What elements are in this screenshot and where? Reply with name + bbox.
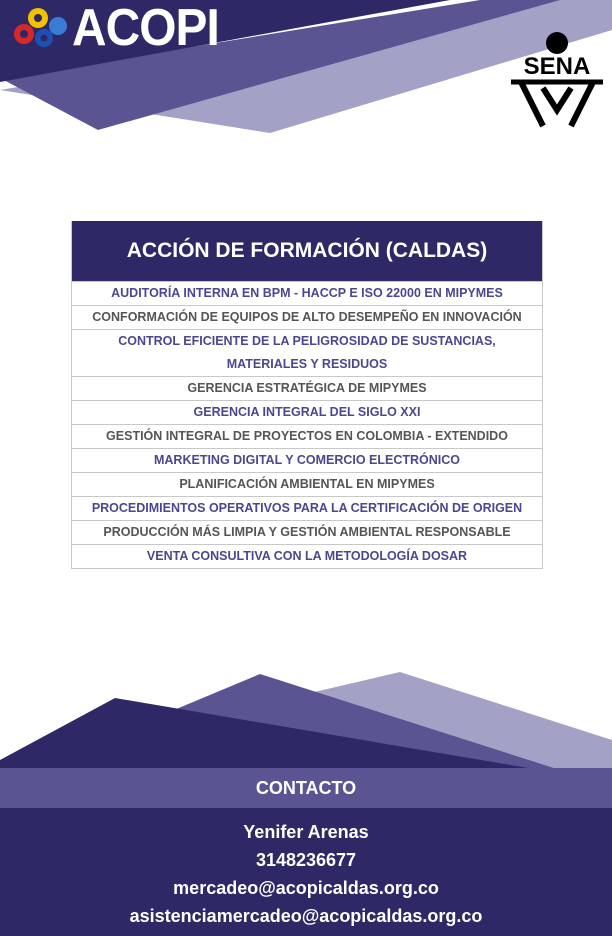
contact-name: Yenifer Arenas <box>243 822 369 842</box>
training-courses-table <box>71 221 543 569</box>
contact-phone: 3148236677 <box>255 850 357 870</box>
table-row: GESTIÓN INTEGRAL DE PROYECTOS EN COLOMBIA - EXTENDIDO <box>72 424 542 448</box>
sena-logo <box>507 30 607 130</box>
acopi-brand-name: ACOPI <box>72 0 219 57</box>
table-title: ACCIÓN DE FORMACIÓN (CALDAS) <box>72 221 542 281</box>
table-row: AUDITORÍA INTERNA EN BPM - HACCP E ISO 22000 EN MIPYMES <box>72 281 542 305</box>
contact-email[interactable]: mercadeo@acopicaldas.org.co <box>173 878 439 898</box>
table-row: PROCEDIMIENTOS OPERATIVOS PARA LA CERTIFICACIÓN DE ORIGEN <box>72 496 542 520</box>
table-row: GERENCIA ESTRATÉGICA DE MIPYMES <box>72 376 542 400</box>
table-row: CONTROL EFICIENTE DE LA PELIGROSIDAD DE SUSTANCIAS, MATERIALES Y RESIDUOS <box>72 329 542 376</box>
table-row: PLANIFICACIÓN AMBIENTAL EN MIPYMES <box>72 472 542 496</box>
table-row: VENTA CONSULTIVA CON LA METODOLOGÍA DOSAR <box>72 544 542 568</box>
acopi-gear-logo-icon <box>8 4 72 54</box>
contact-info <box>0 818 612 930</box>
table-row: GERENCIA INTEGRAL DEL SIGLO XXI <box>72 400 542 424</box>
table-row: MARKETING DIGITAL Y COMERCIO ELECTRÓNICO <box>72 448 542 472</box>
contact-title: CONTACTO <box>255 777 357 798</box>
sena-logo-icon <box>507 30 607 130</box>
table-row: PRODUCCIÓN MÁS LIMPIA Y GESTIÓN AMBIENTAL RESPONSABLE <box>72 520 542 544</box>
sena-logo-text: SENA <box>523 53 591 80</box>
contact-email-secondary[interactable]: asistenciamercadeo@acopicaldas.org.co <box>129 906 483 926</box>
table-row: CONFORMACIÓN DE EQUIPOS DE ALTO DESEMPEÑO EN INNOVACIÓN <box>72 305 542 329</box>
